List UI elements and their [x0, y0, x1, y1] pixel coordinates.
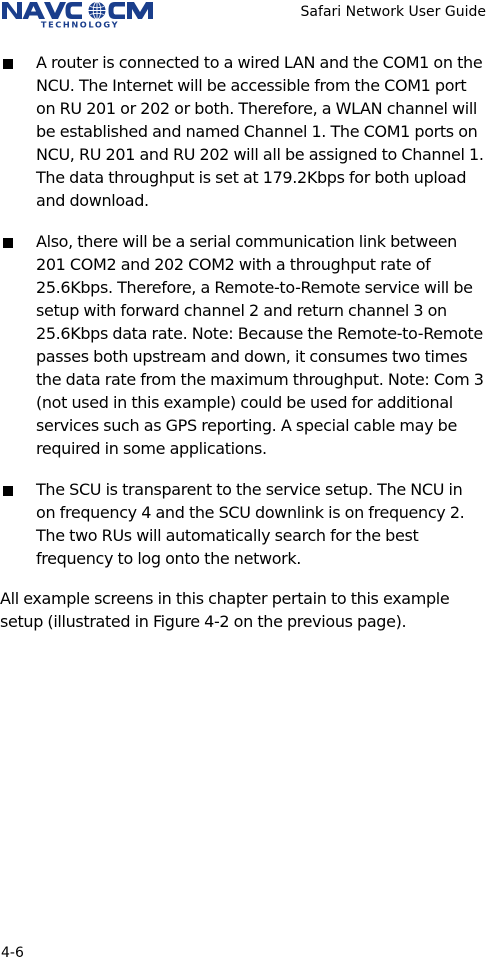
- square-bullet-icon: [3, 238, 13, 248]
- page-content: [0, 51, 486, 633]
- list-item-text: A router is connected to a wired LAN and the COM1 on the NCU. The Internet will be accessible from the COM1 port on RU 201 or 202 or both. Therefore, a WLAN channel will be established and named Channel 1. The COM1 ports on NCU, RU 201 and RU 202 will all be assigned to Channel 1. The data throughput is set at 179.2Kbps for both upload and download.: [36, 53, 484, 210]
- list-item: [0, 51, 486, 212]
- list-item: [0, 230, 486, 460]
- svg-text:TECHNOLOGY: TECHNOLOGY: [40, 19, 120, 28]
- document-title: Safari Network User Guide: [300, 4, 486, 20]
- page-number: 4-6: [1, 945, 24, 961]
- square-bullet-icon: [3, 59, 13, 69]
- closing-paragraph: All example screens in this chapter pertain to this example setup (illustrated in Figure 4-2 on the previous page).: [0, 589, 450, 631]
- square-bullet-icon: [3, 486, 13, 496]
- page-header: [0, 0, 487, 30]
- list-item-text: Also, there will be a serial communication link between 201 COM2 and 202 COM2 with a throughput rate of 25.6Kbps. Therefore, a Remote-to-Remote service will be setup with forward channel 2 and return channel 3 on 25.6Kbps data rate. Note: Because the Remote-to-Remote passes both upstream and down, it consumes two times the data rate from the maximum throughput. Note: Com 3 (not used in this example) could be used for additional services such as GPS reporting. A special cable may be required in some applications.: [36, 232, 484, 458]
- list-item: [0, 478, 486, 570]
- list-item-text: The SCU is transparent to the service setup. The NCU in on frequency 4 and the SCU downlink is on frequency 2. The two RUs will automatically search for the best frequency to log onto the network.: [36, 480, 465, 568]
- navcom-logo: [0, 0, 160, 28]
